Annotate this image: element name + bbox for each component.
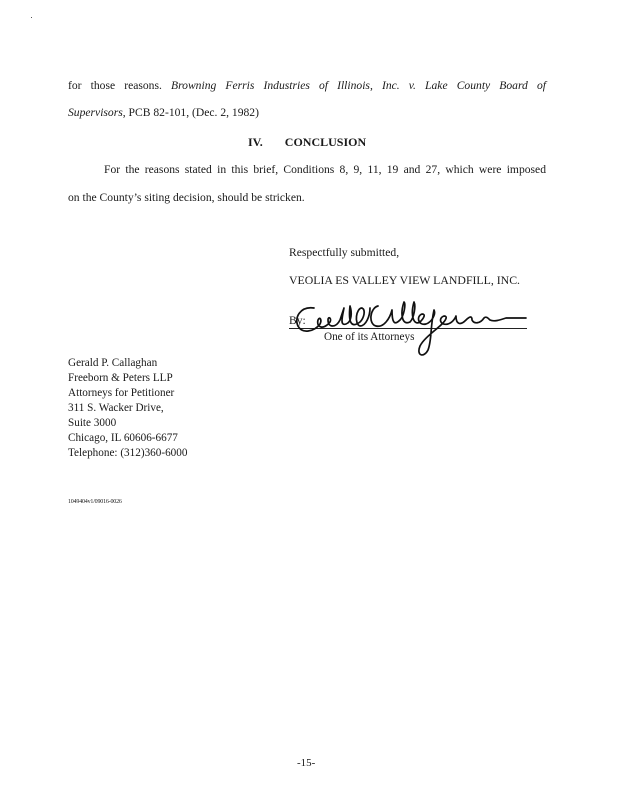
by-label: By:	[289, 314, 306, 327]
body-line-2	[68, 106, 259, 119]
signatory-role: One of its Attorneys	[324, 331, 415, 343]
body-text: , PCB 82-101, (Dec. 2, 1982)	[122, 106, 259, 119]
counsel-line: Suite 3000	[68, 417, 117, 429]
scan-speck	[31, 17, 32, 18]
handwritten-signature	[290, 294, 530, 364]
section-heading	[248, 135, 366, 150]
counsel-line: Chicago, IL 60606-6677	[68, 432, 178, 444]
section-number: IV.	[248, 135, 263, 149]
body-line-1	[68, 79, 546, 92]
counsel-line: 311 S. Wacker Drive,	[68, 402, 164, 414]
document-id: 1049404v1/09016-0026	[68, 499, 122, 505]
case-citation: Supervisors	[68, 106, 123, 119]
section-title: CONCLUSION	[284, 135, 367, 149]
counsel-line: Freeborn & Peters LLP	[68, 372, 173, 384]
body-text: for those reasons.	[68, 79, 162, 92]
party-name: VEOLIA ES VALLEY VIEW LANDFILL, INC.	[289, 273, 521, 287]
paragraph-line-1: For the reasons stated in this brief, Conditions 8, 9, 11, 19 and 27, which were imposed	[104, 163, 546, 176]
page-number: -15-	[297, 757, 316, 769]
counsel-line: Gerald P. Callaghan	[68, 357, 158, 369]
paragraph-line-2: on the County’s siting decision, should be stricken.	[68, 191, 305, 204]
case-citation: Browning Ferris Industries of Illinois, Inc. v. Lake County Board of	[170, 79, 546, 92]
counsel-line: Attorneys for Petitioner	[68, 387, 175, 399]
counsel-line: Telephone: (312)360-6000	[68, 447, 188, 459]
closing-salutation: Respectfully submitted,	[289, 246, 400, 259]
